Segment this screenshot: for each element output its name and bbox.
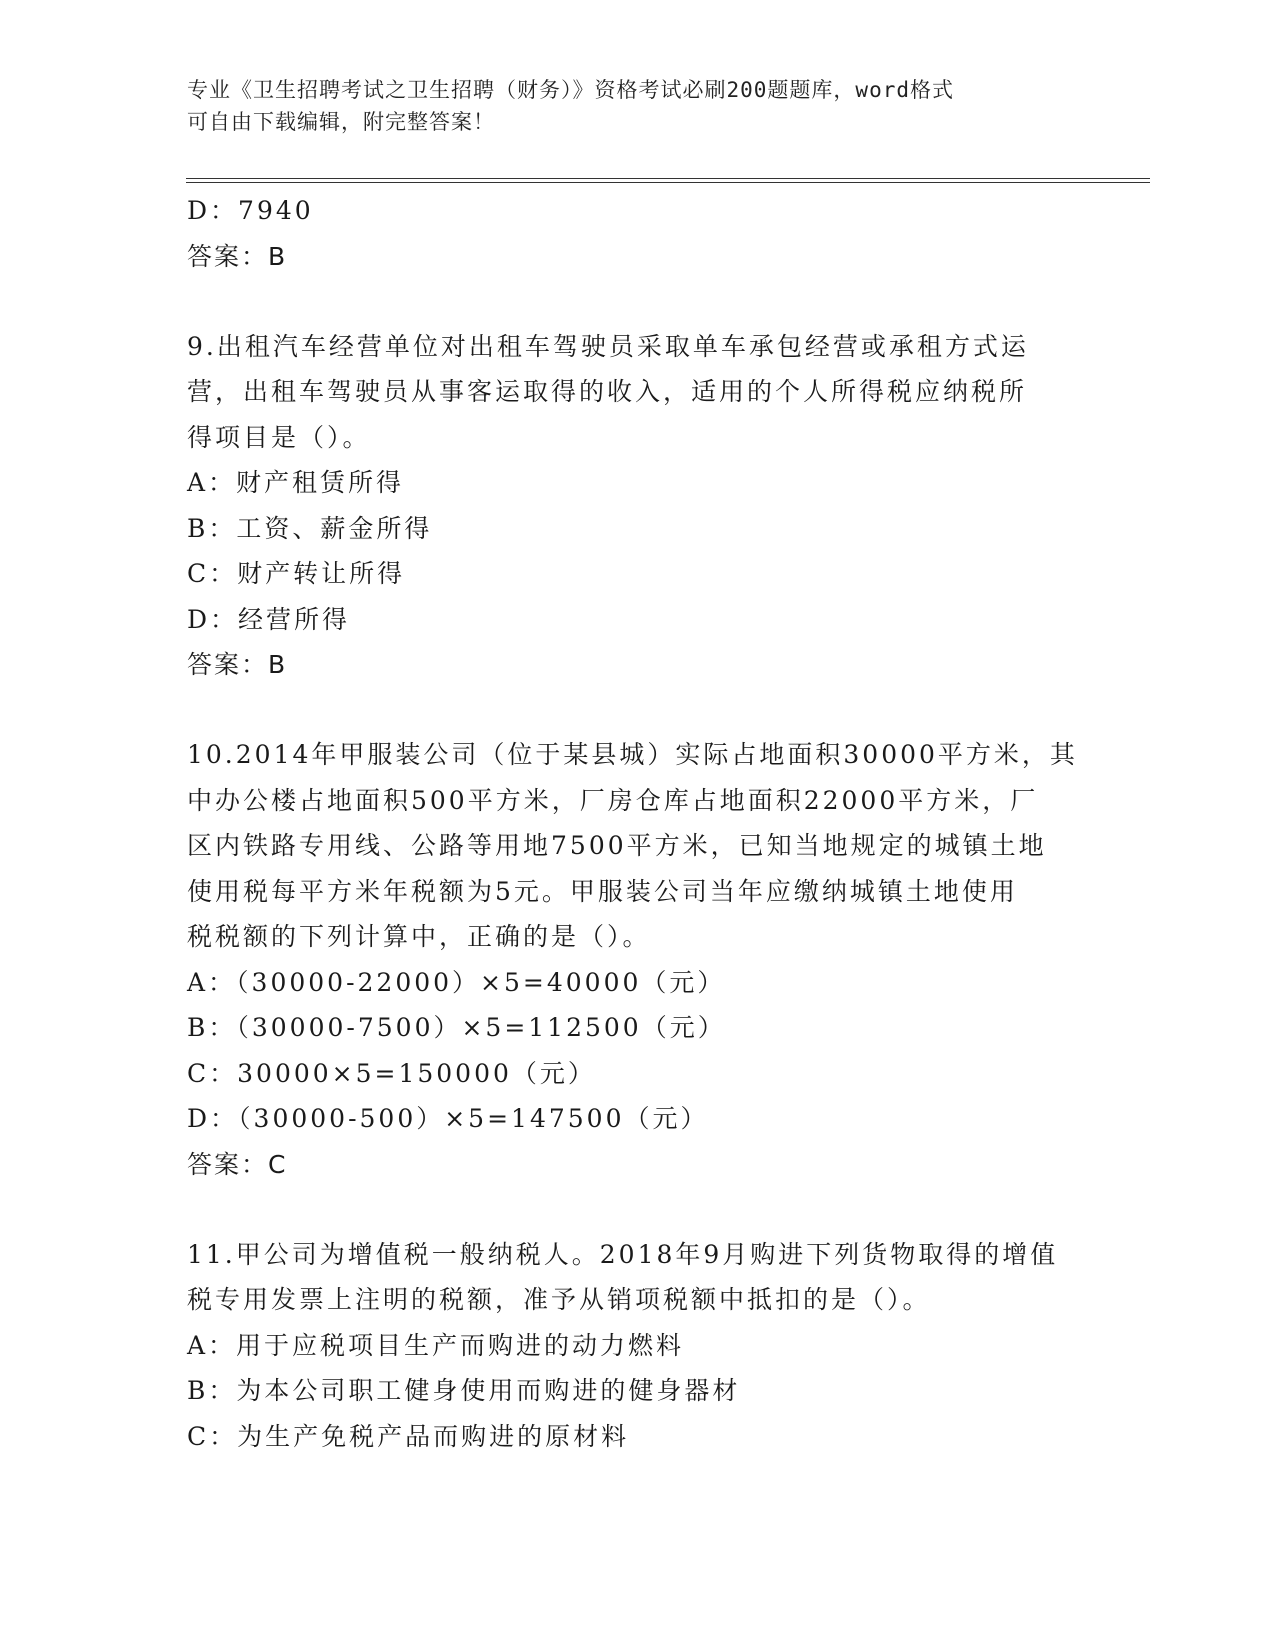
option-a: A：用于应税项目生产而购进的动力燃料 <box>187 1330 685 1360</box>
question-stem-line: 税税额的下列计算中，正确的是（）。 <box>187 922 651 951</box>
spacer <box>187 280 1087 324</box>
question-9 <box>187 324 1087 689</box>
question-stem-line: 得项目是（）。 <box>187 422 371 452</box>
option-d: D：7940 <box>187 196 314 225</box>
spacer <box>187 1188 1087 1232</box>
question-content <box>187 188 1087 1459</box>
header-line-2: 可自由下载编辑，附完整答案！ <box>187 110 495 134</box>
option-b: B：（30000-7500）×5=112500（元） <box>187 1013 726 1042</box>
option-a: A：财产租赁所得 <box>187 468 405 497</box>
spacer <box>187 688 1087 732</box>
option-a: A：（30000-22000）×5=40000（元） <box>187 967 726 997</box>
option-b: B：为本公司职工健身使用而购进的健身器材 <box>187 1376 741 1405</box>
question-10 <box>187 732 1087 1188</box>
question-11 <box>187 1232 1087 1460</box>
question-stem-line: 11.甲公司为增值税一般纳税人。2018年9月购进下列货物取得的增值 <box>187 1239 1059 1269</box>
document-header <box>187 74 1087 138</box>
option-c: C：30000×5=150000（元） <box>187 1058 596 1088</box>
question-stem-line: 税专用发票上注明的税额，准予从销项税额中抵扣的是（）。 <box>187 1285 931 1314</box>
question-stem-line: 使用税每平方米年税额为5元。甲服装公司当年应缴纳城镇土地使用 <box>187 876 1018 906</box>
option-c: C：为生产免税产品而购进的原材料 <box>187 1421 630 1451</box>
option-d: D：经营所得 <box>187 604 351 634</box>
answer-line: 答案：B <box>187 650 288 679</box>
header-line-1: 专业《卫生招聘考试之卫生招聘（财务）》资格考试必刷200题题库，word格式 <box>187 78 954 102</box>
question-8-tail <box>187 188 1087 280</box>
question-stem-line: 10.2014年甲服装公司（位于某县城）实际占地面积30000平方米，其 <box>187 740 1078 769</box>
answer-line: 答案：C <box>187 1149 288 1179</box>
question-stem-line: 营，出租车驾驶员从事客运取得的收入，适用的个人所得税应纳税所 <box>187 377 1028 406</box>
option-c: C：财产转让所得 <box>187 559 406 588</box>
option-d: D：（30000-500）×5=147500（元） <box>187 1104 709 1133</box>
question-stem-line: 中办公楼占地面积500平方米，厂房仓库占地面积22000平方米，厂 <box>187 785 1039 815</box>
answer-line: 答案：B <box>187 241 288 271</box>
header-divider-top <box>186 178 1150 179</box>
header-divider-bottom <box>186 182 1150 183</box>
question-stem-line: 区内铁路专用线、公路等用地7500平方米，已知当地规定的城镇土地 <box>187 831 1047 860</box>
question-stem-line: 9.出租汽车经营单位对出租车驾驶员采取单车承包经营或承租方式运 <box>187 331 1029 361</box>
option-b: B：工资、薪金所得 <box>187 513 433 543</box>
